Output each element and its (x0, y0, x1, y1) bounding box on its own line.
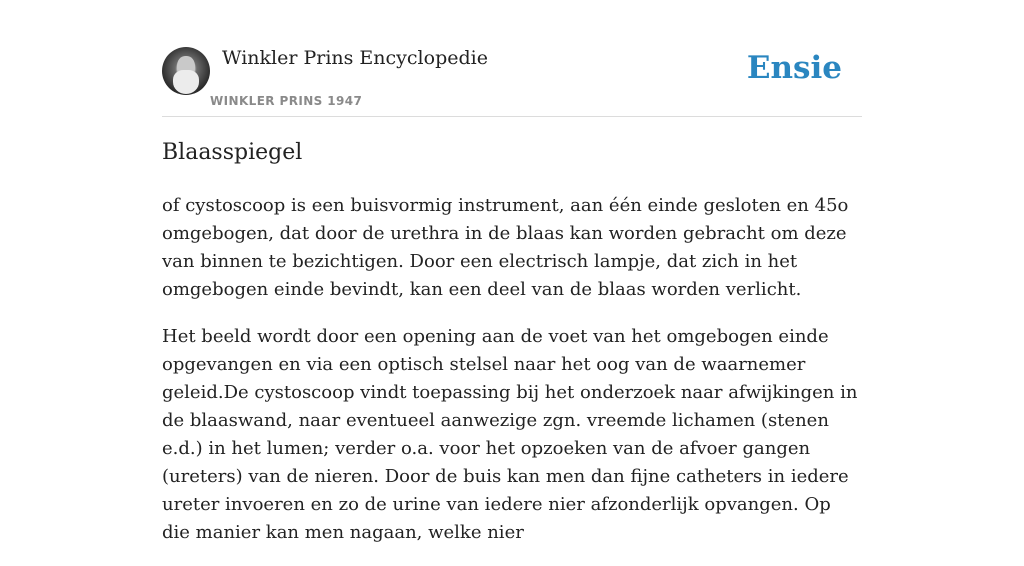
article-paragraph: Het beeld wordt door een opening aan de voet van het omgebogen einde opgevangen en via een optisch stelsel naar het oog van de waarnemer geleid.De cystoscoop vindt toepassing bij het onderzoek naar afwijkingen in de blaaswand, naar eventueel aanwezige zgn. vreemde lichamen (stenen e.d.) in het lumen; verder o.a. voor het opzoeken van de afvoer gangen (ureters) van de nieren. Door de buis kan men dan fijne catheters in iedere ureter invoeren en zo de urine van iedere nier afzonderlijk opvangen. Op die manier kan men nagaan, welke nier (162, 326, 858, 543)
site-subtitle[interactable]: WINKLER PRINS 1947 (210, 94, 363, 108)
article-paragraph: of cystoscoop is een buisvormig instrument, aan één einde gesloten en 45o omgebogen, dat door de urethra in de blaas kan worden gebracht om deze van binnen te bezichtigen. Door een electrisch lampje, dat zich in het omgebogen einde bevindt, kan een deel van de blaas worden verlicht. (162, 195, 849, 300)
ensie-logo-link[interactable]: Ensie (746, 50, 842, 86)
article-title: Blaasspiegel (162, 140, 303, 165)
header (162, 44, 862, 117)
author-avatar[interactable] (162, 47, 210, 95)
site-title[interactable]: Winkler Prins Encyclopedie (222, 47, 488, 69)
article-body (162, 192, 862, 566)
avatar-beard (173, 70, 199, 94)
